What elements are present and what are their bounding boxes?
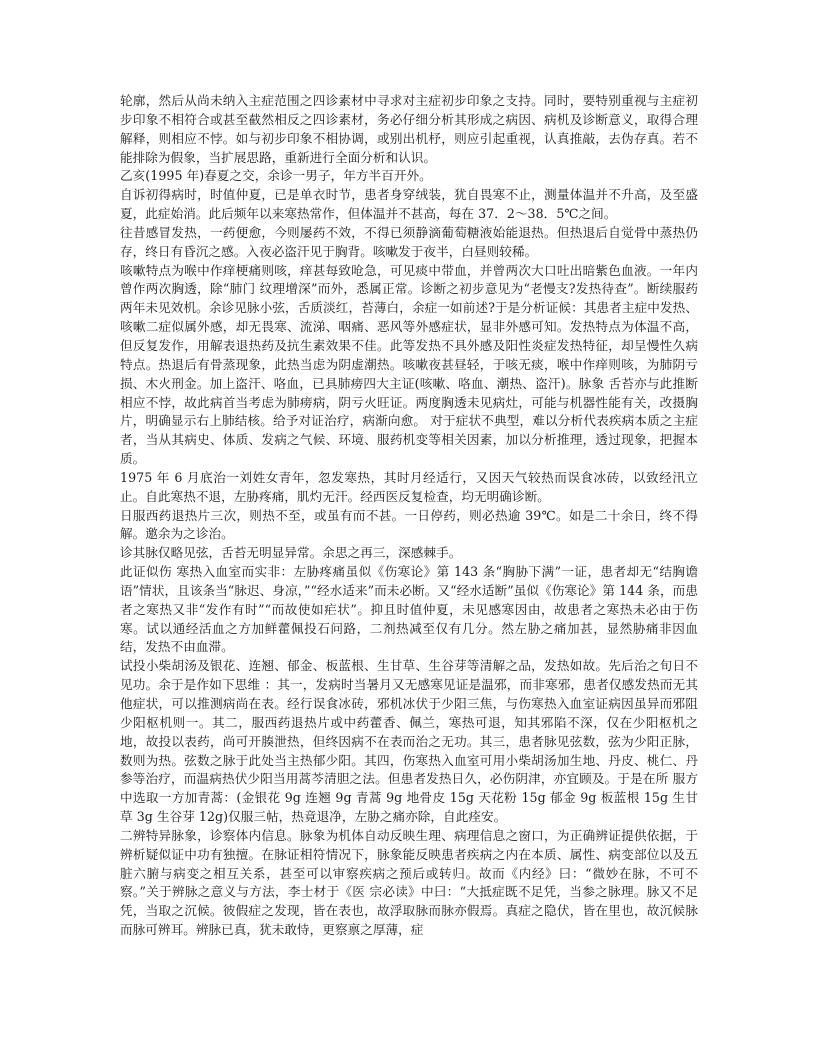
paragraph: 轮廓，然后从尚未纳入主症范围之四诊素材中寻求对主症初步印象之支持。同时，要特别重视与主症初步印象不相符合或甚至截然相反之四诊素材，务必仔细分析其形成之病因、病机及诊断意义，取得合理解释，则相应不悖。如与初步印象不相协调，或别出机杼，则应引起重视，认真推敲，去伪存真。若不能排除为假象，当扩展思路，重新进行全面分析和认识。 — [120, 93, 698, 165]
paragraph: 诊其脉仅略见弦，舌苔无明显异常。余思之再三，深感棘手。 — [120, 545, 462, 561]
paragraph: 自诉初得病时，时值仲夏，已是单衣时节，患者身穿绒装，犹自畏寒不止，测量体温并不升高，及至盛夏，此症始消。此后频年以来寒热常作，但体温并不甚高，每在 37．2～38．5℃之间。 — [120, 187, 698, 222]
paragraph: 1975 年 6 月底治一刘姓女青年，忽发寒热，其时月经适行，又因天气较热而误食冰砖，以致经汛立止。自此寒热不退，左胁疼痛，肌灼无汗。经西医反复检查，均无明确诊断。 — [120, 469, 698, 504]
paragraph: 乙亥(1995 年)春夏之交，余诊一男子，年方半百开外。 — [120, 168, 432, 184]
body-text — [120, 92, 698, 940]
paragraph: 往昔感冒发热，一药便愈，今则屡药不效，不得已须静滴葡萄糖液始能退热。但热退后自觉骨中蒸热仍存，终日有昏沉之感。入夜必盗汗见于胸背。咳嗽发于夜半，白昼则较稀。 — [120, 224, 698, 259]
paragraph: 咳嗽特点为喉中作痒梗痛则咳，痒甚每致呛急，可见痰中带血，并曾两次大口吐出暗紫色血液。一年内曾作两次胸透，除“肺门 纹理增深”而外，悉属正常。诊断之初步意见为“老慢支?发热待查”。断续服药两年未见效机。余诊见脉小弦，舌质淡红，苔薄白，余症一如前述?于是分析证候：其患者主症中发热、咳嗽二症似属外感，却无畏寒、流涕、咽痛、恶风等外感症状，显非外感可知。发热特点为体温不高，但反复发作，用解表退热药及抗生素效果不佳。此等发热不具外感及阳性炎症发热特征，却呈慢性久病特点。热退后有骨蒸现象，此热当虑为阴虚潮热。咳嗽夜甚昼轻，于咳无痰，喉中作痒则咳，为肺阴亏损、木火刑金。加上盗汗、咯血，已具肺痨四大主证(咳嗽、咯血、潮热、盗汗)。脉象 舌苔亦与此推断相应不悖，故此病首当考虑为肺痨病，阴亏火旺证。两度胸透未见病灶，可能与机器性能有关，改摄胸片，明确显示右上肺结核。给予对证治疗，病渐向愈。 对于症状不典型，难以分析代表疾病本质之主症者，当从其病史、体质、发病之气候、环境、服药机变等相关因素，加以分析推理，透过现象，把握本质。 — [120, 262, 698, 467]
paragraph: 二辨特异脉象，诊察体内信息。脉象为机体自动反映生理、病理信息之窗口，为正确辨证提供依据，于辨析疑似证中功有独擅。在脉证相符情况下，脉象能反映患者疾病之内在本质、属性、病变部位以及五脏六腑与病变之相互关系，甚至可以审察疾病之预后或转归。故而《内经》曰：“微妙在脉，不可不察。”关于辨脉之意义与方法，李士材于《医 宗必读》中曰：“大抵症既不足凭，当参之脉理。脉又不足凭，当取之沉候。彼假症之发现，皆在表也，故浮取脉而脉亦假焉。真症之隐伏，皆在里也，故沉候脉而脉可辨耳。辨脉已真，犹未敢恃，更察禀之厚薄，症 — [120, 827, 698, 938]
paragraph: 试投小柴胡汤及银花、连翘、郁金、板蓝根、生甘草、生谷芽等清解之品，发热如故。先后治之旬日不见功。余于是作如下思维 ：其一，发病时当暑月又无感寒见证是温邪，而非寒邪，患者仅感发热而无其他症状，可以推测病尚在表。经行误食冰砖，邪机冰伏于少阳三焦，与伤寒热入血室证病因虽异而邪阻少阳枢机则一。其二，服西药退热片或中药藿香、佩兰，寒热可退，知其邪陷不深，仅在少阳枢机之地，故投以表药，尚可开腠泄热，但终因病不在表而治之无功。其三，患者脉见弦数，弦为少阳正脉，数则为热。弦数之脉于此处当主热郁少阳。其四，伤寒热入血室可用小柴胡汤加生地、丹皮、桃仁、丹参等治疗，而温病热伏少阳当用蒿芩清胆之法。但患者发热日久，必伤阴津，亦宜顾及。于是在所 服方中选取一方加青蒿：(金银花 9g 连翘 9g 青蒿 9g 地骨皮 15g 天花粉 15g 郁金 9g 板蓝根 15g 生甘草 3g 生谷芽 12g)仅服三帖，热竟退净，左胁之痛亦除，自此痊安。 — [120, 658, 698, 825]
paragraph: 日服西药退热片三次，则热不至，或虽有而不甚。一日停药，则必热逾 39℃。如是二十余日，终不得解。邀余为之诊治。 — [120, 507, 698, 542]
paragraph: 此证似伤 寒热入血室而实非：左胁疼痛虽似《伤寒论》第 143 条“胸胁下满”一证，患者却无“结胸谵语”情状，且该条当“脉迟、身凉，”“经水适来”而未必断。又“经水适断”虽似《伤寒论》第 144 条，而患者之寒热又非“发作有时”“而故使如疟状”。抑且时值仲夏，未见感寒因由，故患者之寒热未必由于伤寒。试以通经活血之方加鲜藿佩投石问路，二剂热减至仅有几分。然左胁之痛加甚，显然胁痛非因血结，发热不由血滞。 — [120, 564, 698, 655]
